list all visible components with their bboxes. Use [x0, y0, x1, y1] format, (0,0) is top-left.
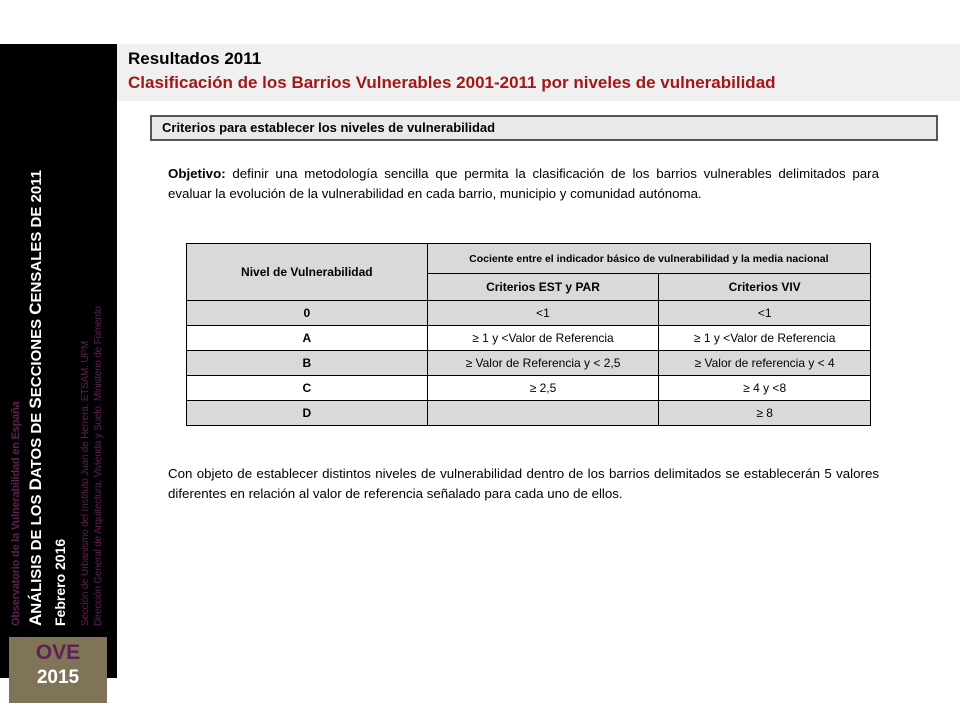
vulnerability-table — [186, 243, 871, 426]
viv-cell: ≥ 1 y <Valor de Referencia — [659, 326, 871, 351]
table-row — [187, 326, 871, 351]
ove-logo-year: 2015 — [36, 667, 80, 688]
est-par-cell: <1 — [427, 301, 659, 326]
section-line-2: Dirección General de Arquitectura, Vivienda y Suelo. Ministerio de Fomento — [93, 306, 104, 626]
header-level: Nivel de Vulnerabilidad — [187, 244, 428, 301]
criteria-heading: Criterios para establecer los niveles de vulnerabilidad — [150, 115, 938, 141]
ove-logo-text: OVE — [35, 641, 81, 664]
est-par-cell — [427, 401, 659, 426]
level-cell: 0 — [187, 301, 428, 326]
level-cell: C — [187, 376, 428, 401]
page-title: Resultados 2011 — [128, 49, 262, 68]
est-par-cell: ≥ 2,5 — [427, 376, 659, 401]
table-row — [187, 351, 871, 376]
observatory-label: Observatorio de la Vulnerabilidad en España — [10, 401, 22, 626]
viv-cell: ≥ Valor de referencia y < 4 — [659, 351, 871, 376]
header-est-par: Criterios EST y PAR — [427, 274, 659, 301]
objective-text: definir una metodología sencilla que permita la clasificación de los barrios vulnerables delimitados para evaluar la evolución de la vulnerabilidad en cada barrio, municipio y comunidad autónoma. — [168, 166, 879, 201]
objective-label: Objetivo: — [168, 166, 226, 181]
table-row — [187, 376, 871, 401]
closing-paragraph: Con objeto de establecer distintos niveles de vulnerabilidad dentro de los barrios delimitados se establecerán 5 valores diferentes en relación al valor de referencia señalado para cada uno de ellos. — [168, 466, 879, 501]
viv-cell: <1 — [659, 301, 871, 326]
viv-cell: ≥ 4 y <8 — [659, 376, 871, 401]
table-row — [187, 301, 871, 326]
est-par-cell: ≥ 1 y <Valor de Referencia — [427, 326, 659, 351]
objective-paragraph — [168, 164, 879, 204]
ove-logo — [9, 637, 107, 703]
analysis-title: ANÁLISIS DE LOS DATOS DE SECCIONES CENSALES DE 2011 — [26, 169, 45, 626]
table-row — [187, 401, 871, 426]
date-label: Febrero 2016 — [52, 538, 68, 626]
level-cell: D — [187, 401, 428, 426]
level-cell: A — [187, 326, 428, 351]
section-line-1: Sección de Urbanismo del Instituto Juan de Herrera. ETSAM. UPM — [80, 341, 91, 626]
est-par-cell: ≥ Valor de Referencia y < 2,5 — [427, 351, 659, 376]
level-cell: B — [187, 351, 428, 376]
page-subtitle: Clasificación de los Barrios Vulnerables 2001-2011 por niveles de vulnerabilidad — [128, 73, 776, 92]
header-viv: Criterios VIV — [659, 274, 871, 301]
viv-cell: ≥ 8 — [659, 401, 871, 426]
header-quotient: Cociente entre el indicador básico de vulnerabilidad y la media nacional — [427, 244, 870, 274]
sidebar — [0, 44, 117, 688]
